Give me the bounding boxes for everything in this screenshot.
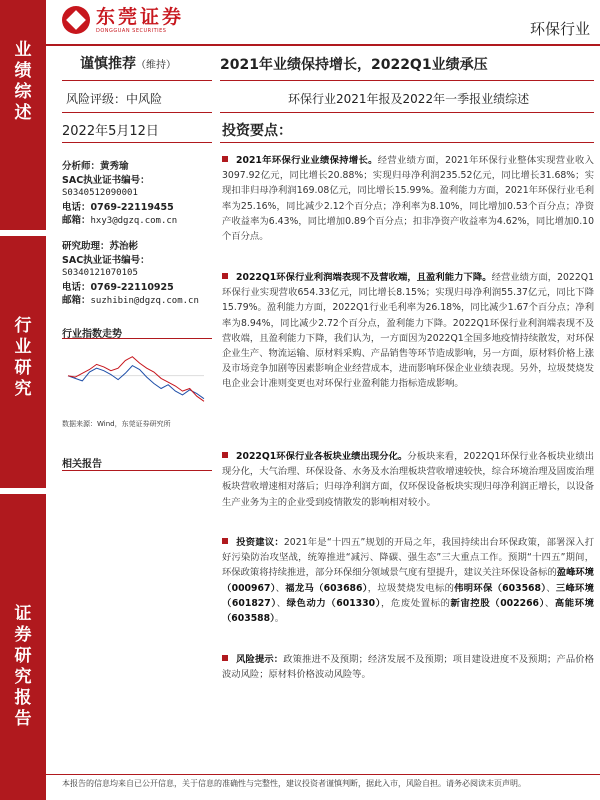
sidebar-gap (0, 230, 46, 236)
body-text: 、 (544, 597, 555, 609)
key-points-title: 投资要点： (222, 123, 292, 139)
divider (220, 80, 594, 81)
email-label: 邮箱： (62, 215, 91, 226)
cert-label: SAC执业证书编号： (62, 254, 150, 266)
logo-icon (62, 6, 90, 34)
sidebar-char: 研 (14, 358, 32, 378)
company-logo (62, 6, 184, 34)
stock-name: 福龙马（603686） (285, 582, 368, 594)
stock-name: 绿色动力（601330） (286, 597, 381, 609)
sidebar-char: 绩 (14, 61, 32, 81)
divider (62, 142, 212, 143)
sidebar-char: 报 (14, 688, 32, 708)
rating-label: 谨慎推荐 (80, 56, 136, 72)
analyst-phone: 电话：0769-22119455 (62, 201, 174, 213)
stock-name: 盈峰环境（000967） (222, 567, 594, 594)
cert-number: S0340512090001 (62, 188, 138, 198)
sidebar-char: 究 (14, 667, 32, 687)
assistant-phone: 电话：0769-22110925 (62, 281, 174, 293)
bullet-square (222, 538, 228, 544)
sidebar-char: 告 (14, 709, 32, 729)
body-text: 、 (275, 582, 286, 594)
cert-number: S0340121070105 (62, 268, 138, 278)
divider (220, 112, 594, 113)
stock-name: 高能环境（603588） (222, 597, 594, 625)
bullet-square (222, 655, 228, 661)
bullet-square (222, 273, 228, 279)
related-reports-title: 相关报告 (62, 459, 102, 470)
risk-level: 风险评级：中风险 (66, 92, 163, 106)
email-label: 邮箱： (62, 295, 91, 306)
key-point-3 (222, 449, 594, 510)
sidebar-char: 究 (14, 379, 32, 399)
body-text: ，垃圾焚烧发电标的 (367, 582, 455, 594)
sidebar-char: 券 (14, 625, 32, 645)
divider (62, 112, 212, 113)
body-text: ，危废处置标的 (381, 597, 451, 609)
logo-name-en: DONGGUAN SECURITIES (96, 27, 167, 34)
logo-name-cn: 东莞证券 (96, 5, 185, 28)
sidebar-gap (0, 488, 46, 494)
key-point-heading: 投资建议： (236, 537, 284, 548)
stock-name: 伟明环保（603568） (454, 582, 547, 594)
report-subtitle: 环保行业2021年报及2022年一季报业绩综述 (288, 92, 530, 106)
key-point-heading: 风险提示： (236, 654, 284, 665)
body-text: 2021年是“十四五”规划的开局之年，我国持续出台环保政策，部署深入打好污染防治攻坚战，统筹推进“减污、降碳、强生态”三大重点工作。预期“十四五”期间，环保政策将持续推进，部分环保细分领域景气度有望提升，建议关注环保设备标的 (222, 537, 594, 579)
analyst-name: 分析师：黄秀瑜 (62, 161, 129, 172)
divider (62, 80, 212, 81)
sidebar-char: 综 (14, 82, 32, 102)
key-point-2 (222, 270, 594, 392)
assistant-email[interactable]: suzhibin@dgzq.com.cn (90, 296, 199, 306)
chart-title: 行业指数走势 (62, 329, 122, 340)
key-point-body: 政策推进不及预期；经济发展不及预期；项目建设进度不及预期；产品价格波动风险；原材料价格波动风险等。 (222, 654, 594, 681)
chart-source: 数据来源：Wind，东莞证券研究所 (62, 420, 171, 428)
key-point-4 (222, 535, 594, 626)
assistant-name: 研究助理：苏治彬 (62, 241, 139, 252)
body-text: 、 (546, 582, 556, 594)
stock-name: 新宙控股（002266） (450, 597, 545, 609)
sidebar-section-report (0, 604, 46, 730)
assistant-info (62, 240, 199, 309)
cert-label: SAC执业证书编号： (62, 174, 150, 186)
industry-label: 环保行业 (529, 20, 590, 38)
key-point-5 (222, 652, 594, 682)
rating (80, 53, 176, 73)
report-title: 2021年业绩保持增长，2022Q1业绩承压 (220, 57, 488, 73)
divider (62, 338, 212, 339)
header-divider (46, 44, 600, 46)
key-point-heading: 2021年环保行业业绩保持增长。 (236, 155, 378, 166)
sidebar-char: 述 (14, 103, 32, 123)
disclaimer: 本报告的信息均来自已公开信息，关于信息的准确性与完整性，建议投资者谨慎判断，据此入市，风险自担。请务必阅读末页声明。 (62, 779, 526, 788)
body-text: 。 (274, 613, 285, 625)
report-date: 2022年5月12日 (62, 124, 159, 139)
sidebar-char: 研 (14, 646, 32, 666)
sidebar-char: 业 (14, 40, 32, 60)
key-point-1 (222, 153, 594, 244)
left-sidebar (0, 0, 46, 800)
index-trend-chart (62, 340, 208, 420)
sidebar-char: 业 (14, 337, 32, 357)
key-point-body: 经营业绩方面，2021年环保行业整体实现营业收入3097.92亿元，同比增长20.88%；实现归母净利润235.52亿元，同比增长31.68%；实现扣非归母净利润169.08亿元，同比增长15.99%。盈利能力方面，2021年环保行业毛利率为25.16%，同比减少2.12个百分点；净利率为8.10%，同比增加0.53个百分点；净资产收益率为6.43%，同比增加0.89个百分点；扣非净资产收益率为4.62%，同比增加0.10个百分点。 (222, 155, 594, 243)
footer-divider (46, 774, 600, 775)
analyst-email[interactable]: hxy3@dgzq.com.cn (90, 216, 178, 226)
rating-note: （维持） (136, 60, 176, 71)
key-point-heading: 2022Q1环保行业利润端表现不及营收端，且盈利能力下降。 (236, 272, 492, 283)
key-point-body: 经营业绩方面，2022Q1环保行业实现营收654.33亿元，同比增长8.15%；实现归母净利润55.37亿元，同比下降15.79%。盈利能力方面，2022Q1行业毛利率为26.18%，同比减少1.67个百分点；净利率为8.94%，同比减少2.72个百分点，盈利能力下降。2022Q1环保行业利润端表现不及营收端，且盈利能力下降，我们认为，一方面因为2022Q1全国多地疫情持续散发，对环保企业生产、物流运输、原材料采购、产品销售等环节造成影响，另一方面，原材料价格上涨及市场竞争加剧等因素影响企业经营成本，进而影响环保企业业绩表现。另外，垃圾焚烧发电企业会计准则变更也对环保行业盈利能力指标造成影响。 (222, 272, 594, 390)
sidebar-char: 证 (14, 604, 32, 624)
key-point-body (222, 537, 594, 624)
divider (62, 470, 212, 471)
sidebar-section-summary (0, 40, 46, 124)
sidebar-char: 行 (14, 316, 32, 336)
sidebar-section-industry (0, 316, 46, 400)
body-text: 、 (276, 597, 287, 609)
divider (220, 142, 594, 143)
bullet-square (222, 452, 228, 458)
stock-name: 三峰环境（601827） (222, 582, 594, 609)
key-point-body: 分板块来看，2022Q1环保行业各板块业绩出现分化，大气治理、环保设备、水务及水治理板块营收增速较快，综合环境治理及固废治理板块营收增速相对落后；归母净利润方面，仅环保设备板块实现归母净利润正增长，以设备生产业务为主的企业受到疫情散发的影响相对较小。 (222, 451, 594, 508)
bullet-square (222, 156, 228, 162)
key-point-heading: 2022Q1环保行业各板块业绩出现分化。 (236, 451, 408, 462)
analyst-info (62, 160, 177, 229)
